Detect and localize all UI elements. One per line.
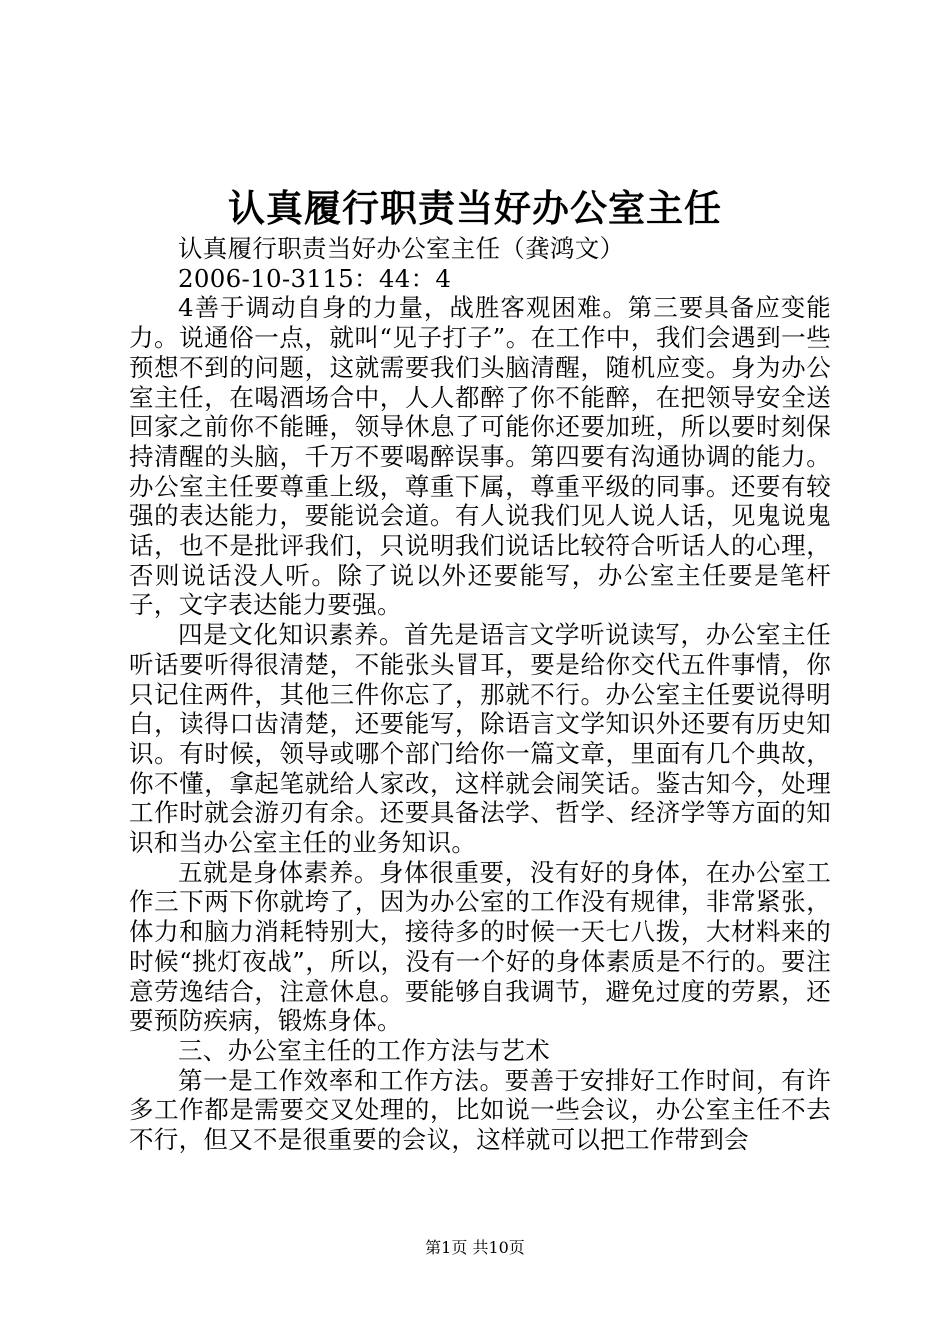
page-footer: 第1页 共10页 [425,1238,525,1257]
timestamp-line: 2006-10-3115：44：4 [178,263,452,293]
paragraph: 第一是工作效率和工作方法。要善于安排好工作时间，有许多工作都是需要交叉处理的，比如说一些会议，办公室主任不去不行，但又不是很重要的会议，这样就可以把工作带到会 [129,1065,831,1155]
paragraph: 4善于调动自身的力量，战胜客观困难。第三要具备应变能力。说通俗一点，就叫“见子打子”。在工作中，我们会遇到一些预想不到的问题，这就需要我们头脑清醒，随机应变。身为办公室主任，在喝酒场合中，人人都醉了你不能醉，在把领导安全送回家之前你不能睡，领导休息了可能你还要加班，所以要时刻保持清醒的头脑，千万不要喝醉误事。第四要有沟通协调的能力。办公室主任要尊重上级，尊重下属，尊重平级的同事。还要有较强的表达能力，要能说会道。有人说我们见人说人话，见鬼说鬼话，也不是批评我们，只说明我们说话比较符合听话人的心理，否则说话没人听。除了说以外还要能写，办公室主任要是笔杆子，文字表达能力要强。 [129,293,831,620]
page-title: 认真履行职责当好办公室主任 [228,186,722,230]
section-heading: 三、办公室主任的工作方法与艺术 [178,1035,550,1065]
document-body [129,234,831,1155]
paragraph: 四是文化知识素养。首先是语言文学听说读写，办公室主任听话要听得很清楚，不能张头冒耳，要是给你交代五件事情，你只记住两件，其他三件你忘了，那就不行。办公室主任要说得明白，读得口齿清楚，还要能写，除语言文学知识外还要有历史知识。有时候，领导或哪个部门给你一篇文章，里面有几个典故，你不懂，拿起笔就给人家改，这样就会闹笑话。鉴古知今，处理工作时就会游刃有余。还要具备法学、哲学、经济学等方面的知识和当办公室主任的业务知识。 [129,620,831,858]
subtitle-line: 认真履行职责当好办公室主任（龚鸿文） [178,234,625,263]
paragraph: 五就是身体素养。身体很重要，没有好的身体，在办公室工作三下两下你就垮了，因为办公室的工作没有规律，非常紧张，体力和脑力消耗特别大，接待多的时候一天七八拨，大材料来的时候“挑灯夜战”，所以，没有一个好的身体素质是不行的。要注意劳逸结合，注意休息。要能够自我调节，避免过度的劳累，还要预防疾病，锻炼身体。 [129,857,831,1036]
